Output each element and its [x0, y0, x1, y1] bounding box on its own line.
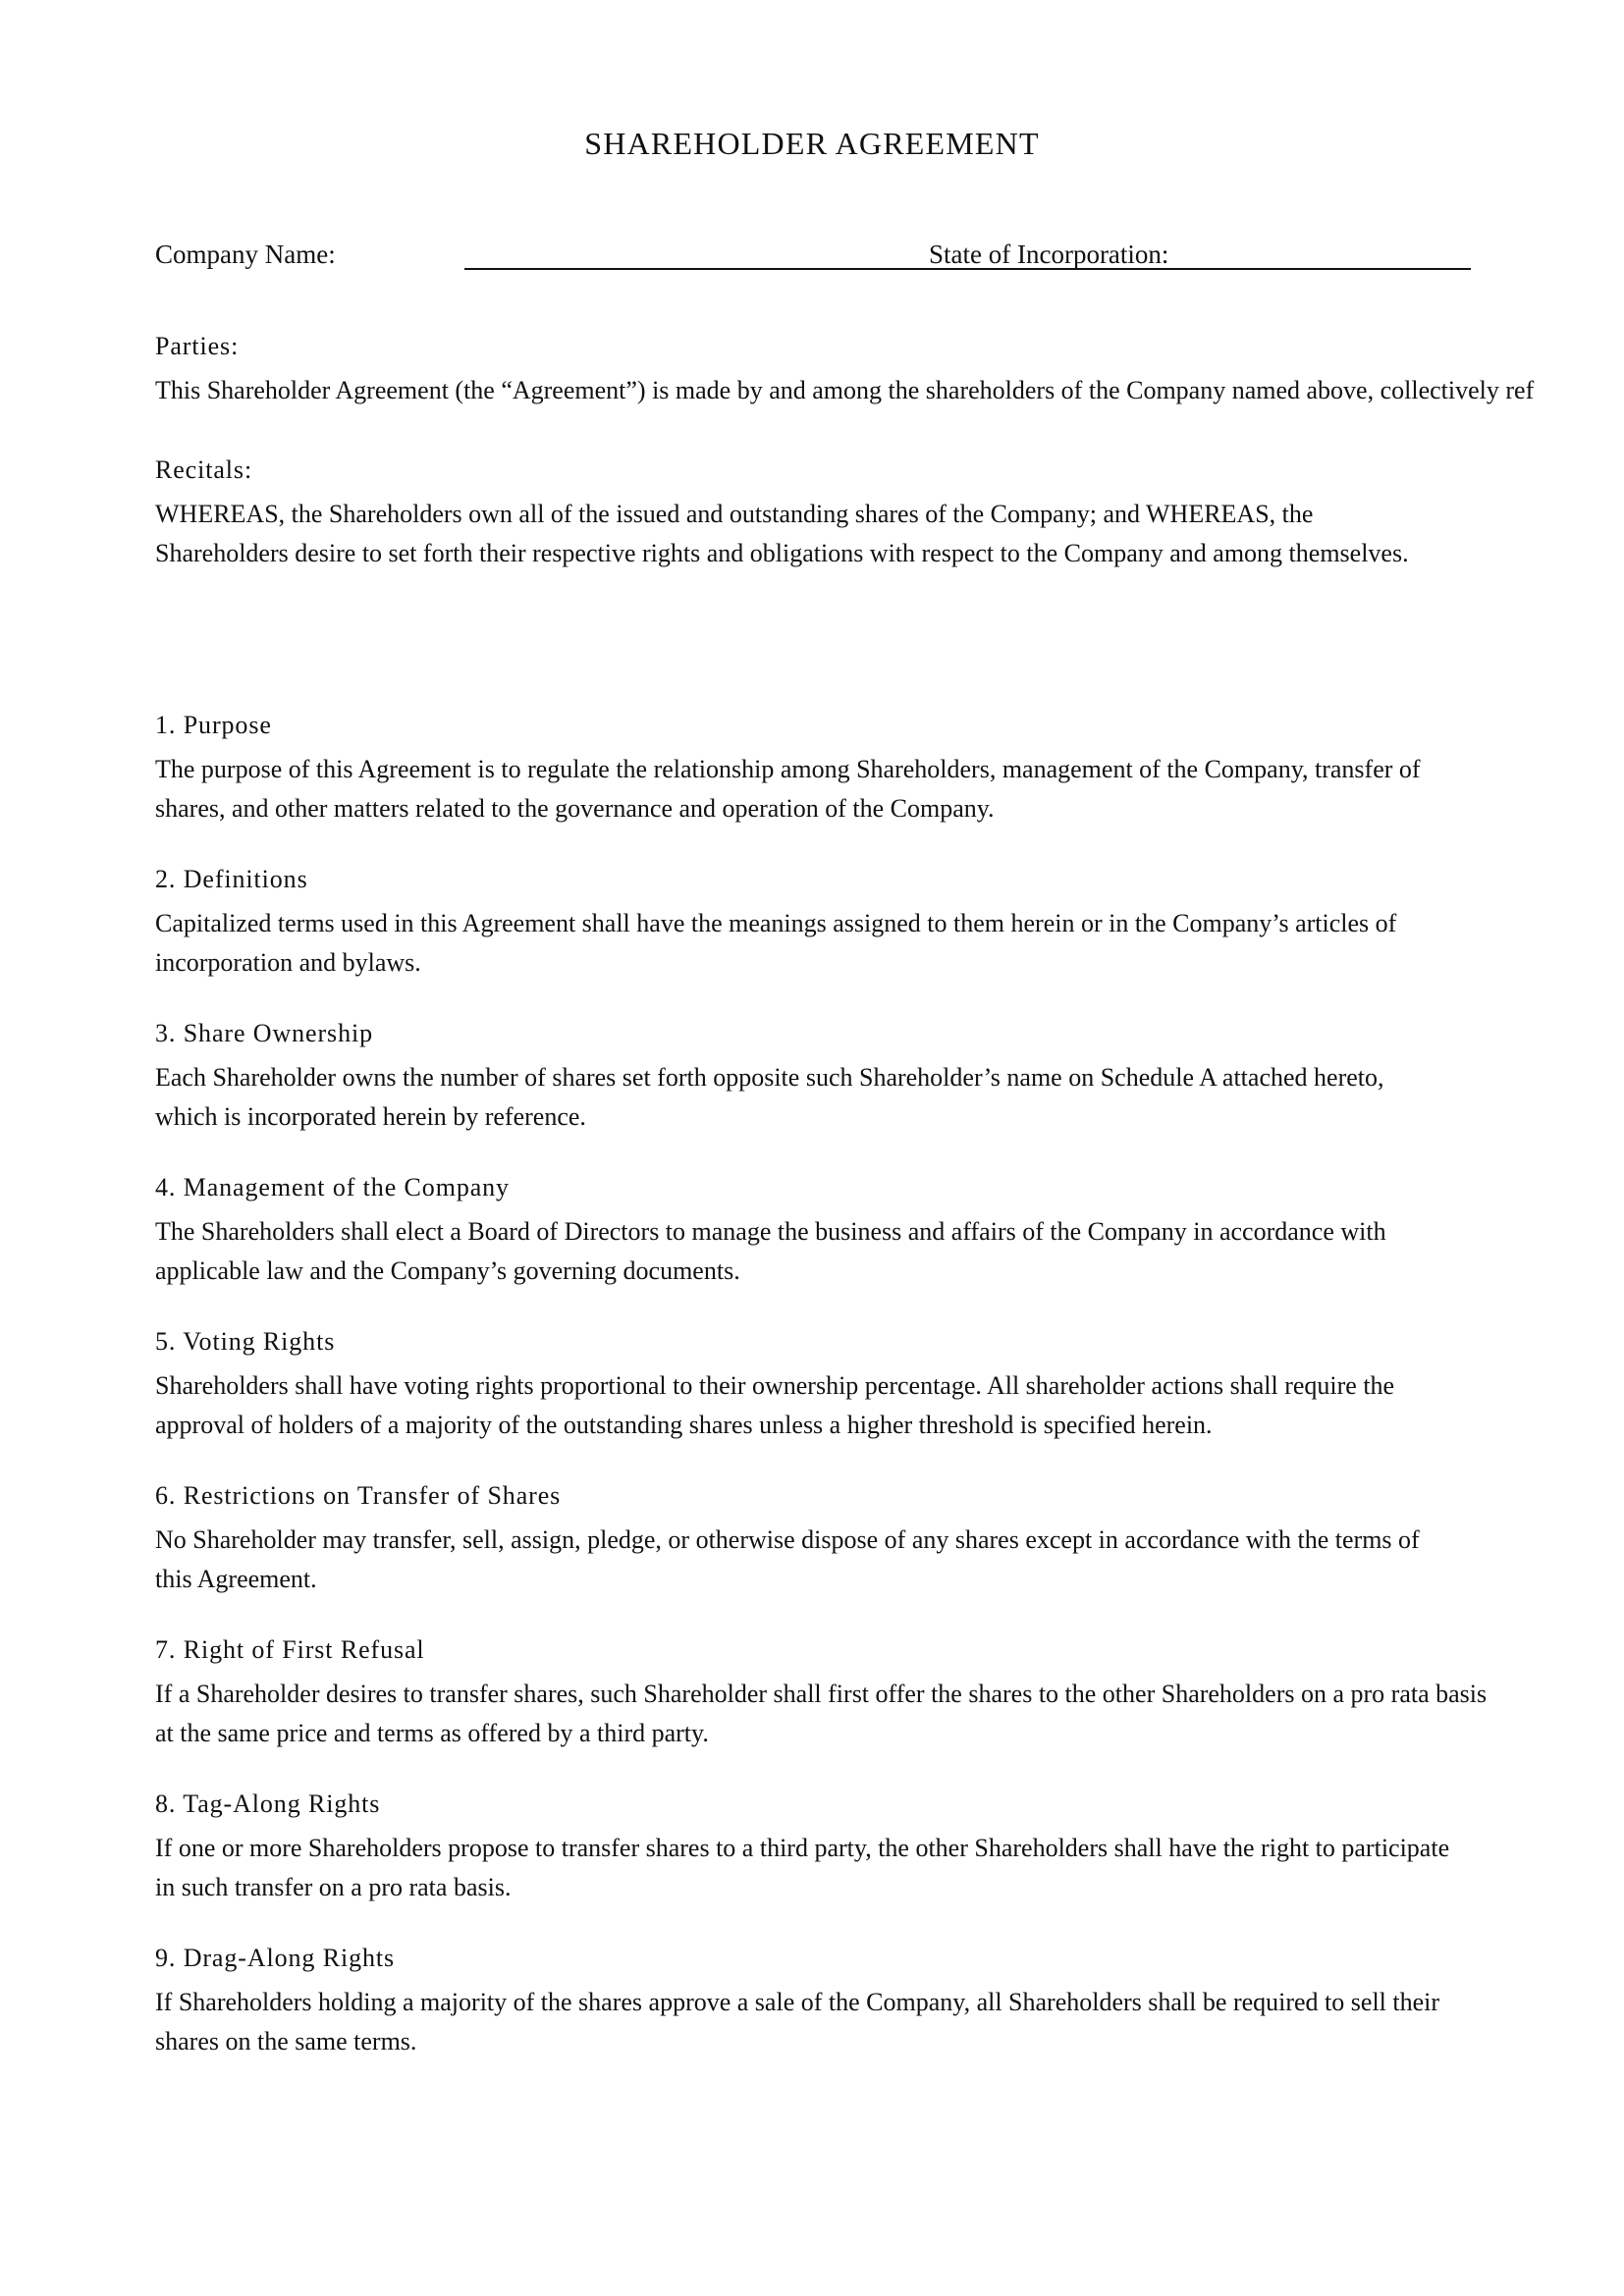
- section-text: Capitalized terms used in this Agreement shall have the meanings assigned to them herein or in the Company’s articles of incorporation and bylaws.: [155, 909, 1397, 977]
- state-of-incorporation-label: State of Incorporation:: [929, 240, 1169, 269]
- section-share-ownership: [155, 1017, 1432, 1137]
- section-heading: 7. Right of First Refusal: [155, 1635, 425, 1664]
- company-info-row: [155, 234, 1471, 273]
- section-text: Shareholders shall have voting rights proportional to their ownership percentage. All shareholder actions shall require the approval of holders of a majority of the outstanding shares unless a higher threshold is specified herein.: [155, 1371, 1395, 1439]
- parties-heading: Parties:: [155, 332, 240, 360]
- company-name-label: Company Name:: [155, 240, 336, 269]
- section-text: If Shareholders holding a majority of the shares approve a sale of the Company, all Shareholders shall be required to sell their shares on the same terms.: [155, 1988, 1440, 2056]
- section-text: If a Shareholder desires to transfer shares, such Shareholder shall first offer the shares to the other Shareholders on a pro rata basis at the same price and terms as offered by a third party.: [155, 1680, 1488, 1747]
- section-heading: 8. Tag-Along Rights: [155, 1789, 381, 1818]
- section-tag-along-rights: [155, 1788, 1461, 1907]
- section-purpose: [155, 709, 1422, 828]
- section-right-of-first-refusal: [155, 1633, 1500, 1753]
- document-title: SHAREHOLDER AGREEMENT: [584, 126, 1040, 161]
- section-heading: 6. Restrictions on Transfer of Shares: [155, 1481, 562, 1510]
- section-text: Each Shareholder owns the number of shares set forth opposite such Shareholder’s name on Schedule A attached hereto, which is incorporated herein by reference.: [155, 1063, 1384, 1131]
- section-definitions: [155, 863, 1476, 983]
- section-drag-along-rights: [155, 1942, 1466, 2061]
- section-heading: 1. Purpose: [155, 711, 272, 739]
- section-text: If one or more Shareholders propose to transfer shares to a third party, the other Shareholders shall have the right to participate in such transfer on a pro rata basis.: [155, 1834, 1450, 1901]
- recitals-heading: Recitals:: [155, 455, 253, 484]
- section-heading: 5. Voting Rights: [155, 1327, 336, 1356]
- recitals-section: [155, 454, 1432, 573]
- section-management: [155, 1171, 1461, 1291]
- section-heading: 4. Management of the Company: [155, 1173, 510, 1201]
- parties-text: This Shareholder Agreement (the “Agreement”) is made by and among the shareholders of the Company named above, collectively ref: [155, 376, 1535, 404]
- section-heading: 3. Share Ownership: [155, 1019, 373, 1047]
- section-text: No Shareholder may transfer, sell, assign, pledge, or otherwise dispose of any shares except in accordance with the terms of this Agreement.: [155, 1525, 1420, 1593]
- section-text: The purpose of this Agreement is to regulate the relationship among Shareholders, management of the Company, transfer of shares, and other matters related to the governance and operation of the Company.: [155, 755, 1421, 823]
- section-heading: 2. Definitions: [155, 865, 308, 893]
- recitals-text: WHEREAS, the Shareholders own all of the issued and outstanding shares of the Company; and WHEREAS, the Shareholders desire to set forth their respective rights and obligations with respect to the Company and among themselves.: [155, 500, 1409, 567]
- section-text: The Shareholders shall elect a Board of Directors to manage the business and affairs of the Company in accordance with applicable law and the Company’s governing documents.: [155, 1217, 1386, 1285]
- section-voting-rights: [155, 1325, 1476, 1445]
- parties-section: [155, 330, 1534, 410]
- section-transfer-restrictions: [155, 1479, 1451, 1599]
- section-heading: 9. Drag-Along Rights: [155, 1944, 396, 1972]
